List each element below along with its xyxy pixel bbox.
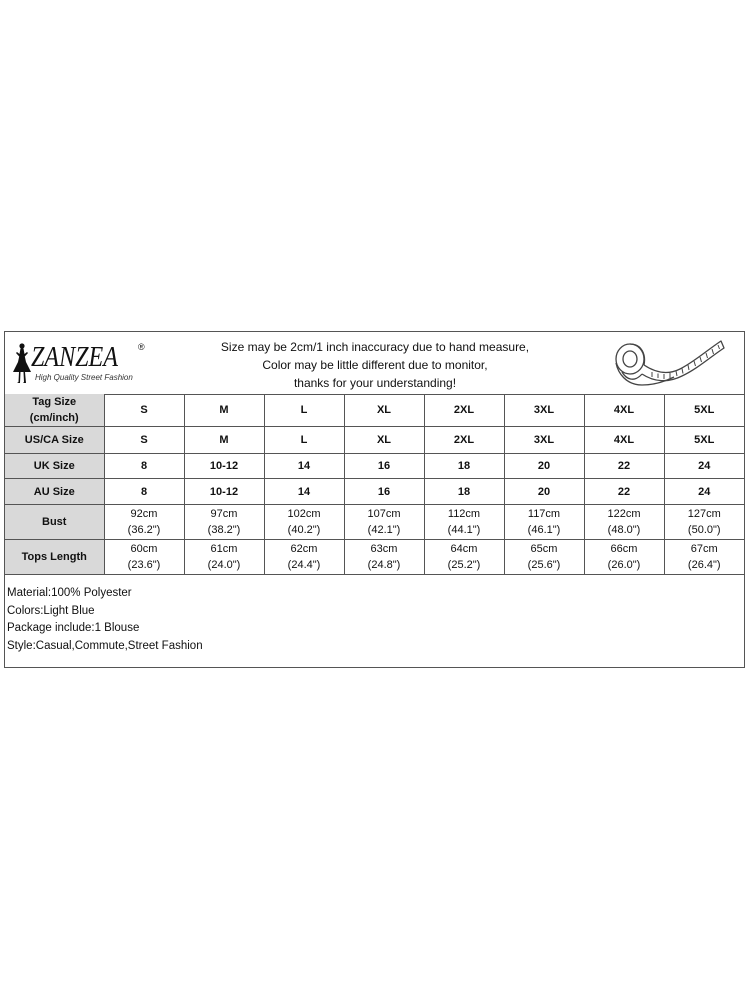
cell-cm: 67cm — [690, 543, 718, 555]
table-cell: 22 — [584, 479, 664, 505]
table-cell — [264, 540, 344, 575]
cell-cm: 112cm — [447, 508, 481, 520]
colors-text: Colors:Light Blue — [7, 604, 95, 617]
brand-logo — [9, 340, 149, 388]
cell-cm: 66cm — [610, 543, 638, 555]
table-cell: 16 — [344, 454, 424, 479]
table-cell: 2XL — [424, 427, 504, 454]
cell-inch: (44.1") — [447, 524, 481, 536]
cell-inch: (26.4") — [687, 559, 721, 571]
table-row-tops-length — [5, 540, 744, 575]
style-text: Style:Casual,Commute,Street Fashion — [7, 639, 203, 652]
cell-inch: (23.6") — [127, 559, 161, 571]
cell-cm: 61cm — [210, 543, 238, 555]
table-cell: 2XL — [424, 394, 504, 427]
cell-inch: (36.2") — [127, 524, 161, 536]
table-cell — [344, 505, 424, 540]
table-cell: 5XL — [664, 427, 744, 454]
cell-inch: (50.0") — [687, 524, 721, 536]
table-cell: 5XL — [664, 394, 744, 427]
cell-cm: 107cm — [367, 508, 401, 520]
package-text: Package include:1 Blouse — [7, 622, 140, 634]
brand-tagline: High Quality Street Fashion — [35, 373, 133, 382]
table-cell: 14 — [264, 454, 344, 479]
size-table — [5, 394, 744, 575]
table-cell: L — [264, 394, 344, 427]
table-cell: 14 — [264, 479, 344, 505]
tag-size-unit: (cm/inch) — [29, 412, 79, 424]
notice-line-1: Size may be 2cm/1 inch inaccuracy due to hand measure, — [220, 340, 530, 354]
cell-cm: 65cm — [530, 543, 558, 555]
table-row-uk-size — [5, 454, 744, 479]
row-label-uk-size: UK Size — [5, 454, 104, 479]
row-label-bust: Bust — [5, 505, 104, 540]
row-label-tops-length: Tops Length — [5, 540, 104, 575]
cell-cm: 117cm — [527, 508, 561, 520]
cell-inch: (24.4") — [287, 559, 321, 571]
table-cell — [104, 540, 184, 575]
measurement-notice — [155, 338, 595, 392]
notice-line-2: Color may be little different due to monitor, — [262, 358, 488, 372]
cell-inch: (42.1") — [367, 524, 401, 536]
cell-cm: 92cm — [130, 508, 158, 520]
cell-cm: 63cm — [370, 543, 398, 555]
table-cell: M — [184, 427, 264, 454]
row-label-tag-size — [5, 394, 104, 427]
product-details — [7, 585, 203, 655]
notice-line-3: thanks for your understanding! — [293, 376, 457, 390]
table-cell: 18 — [424, 479, 504, 505]
table-cell: 3XL — [504, 394, 584, 427]
cell-cm: 122cm — [607, 508, 641, 520]
cell-inch: (24.0") — [207, 559, 241, 571]
table-cell: XL — [344, 394, 424, 427]
table-row-tag-size — [5, 394, 744, 427]
table-cell: 20 — [504, 479, 584, 505]
table-cell — [584, 540, 664, 575]
cell-cm: 97cm — [210, 508, 238, 520]
cell-inch: (25.6") — [527, 559, 561, 571]
brand-name: ZANZEA — [31, 342, 118, 373]
table-cell — [184, 505, 264, 540]
table-cell — [664, 505, 744, 540]
table-cell — [424, 505, 504, 540]
registered-mark: ® — [138, 342, 145, 352]
table-cell — [344, 540, 424, 575]
table-cell — [504, 540, 584, 575]
cell-inch: (40.2") — [287, 524, 321, 536]
table-cell — [664, 540, 744, 575]
cell-cm: 60cm — [130, 543, 158, 555]
table-cell: XL — [344, 427, 424, 454]
table-cell: 10-12 — [184, 454, 264, 479]
table-cell — [584, 505, 664, 540]
table-cell: 10-12 — [184, 479, 264, 505]
table-cell — [184, 540, 264, 575]
table-cell: 4XL — [584, 427, 664, 454]
table-row-au-size — [5, 479, 744, 505]
row-label-au-size: AU Size — [5, 479, 104, 505]
table-cell: 4XL — [584, 394, 664, 427]
cell-cm: 127cm — [687, 508, 721, 520]
table-cell — [104, 505, 184, 540]
woman-silhouette-icon — [11, 342, 33, 384]
table-cell: 8 — [104, 454, 184, 479]
cell-cm: 64cm — [450, 543, 478, 555]
table-cell: 22 — [584, 454, 664, 479]
cell-cm: 62cm — [290, 543, 318, 555]
table-cell — [424, 540, 504, 575]
material-text: Material:100% Polyester — [7, 587, 132, 599]
cell-inch: (38.2") — [207, 524, 241, 536]
table-cell: M — [184, 394, 264, 427]
cell-cm: 102cm — [287, 508, 321, 520]
table-cell: 16 — [344, 479, 424, 505]
cell-inch: (48.0") — [607, 524, 641, 536]
tag-size-label: Tag Size — [32, 396, 77, 408]
table-cell: 20 — [504, 454, 584, 479]
table-row-us-size — [5, 427, 744, 454]
cell-inch: (46.1") — [527, 524, 561, 536]
table-row-bust — [5, 505, 744, 540]
row-label-us-size: US/CA Size — [5, 427, 104, 454]
table-cell: L — [264, 427, 344, 454]
table-cell: 24 — [664, 454, 744, 479]
cell-inch: (26.0") — [607, 559, 641, 571]
table-cell: S — [104, 394, 184, 427]
table-cell: S — [104, 427, 184, 454]
table-cell: 18 — [424, 454, 504, 479]
table-cell: 3XL — [504, 427, 584, 454]
cell-inch: (25.2") — [447, 559, 481, 571]
table-cell — [504, 505, 584, 540]
table-cell: 24 — [664, 479, 744, 505]
cell-inch: (24.8") — [367, 559, 401, 571]
table-cell — [264, 505, 344, 540]
size-chart — [4, 331, 745, 668]
chart-header — [5, 332, 744, 395]
table-cell: 8 — [104, 479, 184, 505]
measuring-tape-icon — [608, 335, 726, 391]
